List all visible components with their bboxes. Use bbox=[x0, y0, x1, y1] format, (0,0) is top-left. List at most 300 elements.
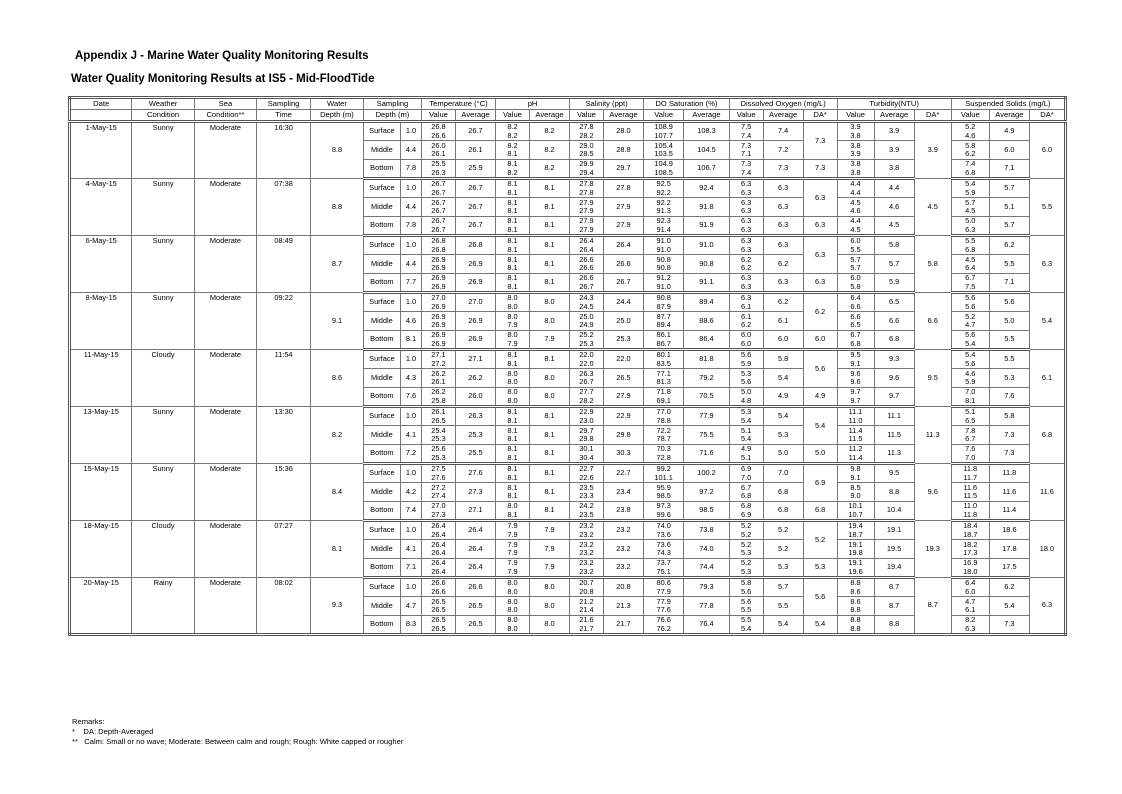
salinity-values bbox=[570, 426, 604, 445]
do-saturation-values-reading: 83.5 bbox=[656, 358, 671, 368]
salinity-values-reading: 25.0 bbox=[579, 311, 594, 321]
dissolved-oxygen-values-reading: 5.6 bbox=[740, 377, 752, 386]
salinity-values bbox=[570, 521, 604, 540]
turbidity-values bbox=[837, 331, 874, 350]
suspended-solids-values-reading: 7.5 bbox=[965, 281, 976, 291]
salinity-values bbox=[570, 445, 604, 464]
do-saturation-average: 77.9 bbox=[684, 407, 729, 426]
salinity-values-reading: 27.8 bbox=[579, 187, 594, 197]
suspended-solids-values bbox=[951, 274, 989, 293]
ph-values-reading: 7.9 bbox=[507, 548, 518, 557]
dissolved-oxygen-values-reading: 5.5 bbox=[740, 605, 752, 614]
turbidity-values-reading: 11.2 bbox=[848, 444, 863, 453]
ph-values-reading: 8.1 bbox=[507, 149, 518, 158]
ph-average: 8.0 bbox=[529, 369, 569, 388]
temperature-values bbox=[422, 559, 456, 578]
weather-cell: Sunny bbox=[132, 407, 194, 464]
table-row bbox=[70, 179, 1066, 198]
date-cell: 4-May-15 bbox=[70, 179, 132, 236]
dissolved-oxygen-values-reading: 4.8 bbox=[740, 395, 752, 405]
suspended-solids-average: 6.2 bbox=[989, 578, 1029, 597]
turbidity-values-reading: 8.8 bbox=[850, 623, 861, 633]
suspended-solids-average: 5.5 bbox=[989, 350, 1029, 369]
header-dissolved-oxygen: Dissolved Oxygen (mg/L) bbox=[729, 98, 837, 110]
salinity-values bbox=[570, 616, 604, 635]
temperature-average: 26.4 bbox=[455, 540, 495, 559]
sea-condition-cell: Moderate bbox=[194, 179, 256, 236]
dissolved-oxygen-average: 5.4 bbox=[763, 616, 803, 635]
dissolved-oxygen-values bbox=[729, 160, 763, 179]
temperature-average: 25.9 bbox=[455, 160, 495, 179]
dissolved-oxygen-da: 5.6 bbox=[803, 350, 837, 388]
turbidity-values bbox=[837, 350, 874, 369]
suspended-solids-average: 6.0 bbox=[989, 141, 1029, 160]
turbidity-values bbox=[837, 369, 874, 388]
salinity-values-reading: 28.2 bbox=[579, 130, 594, 140]
dissolved-oxygen-values-reading: 5.9 bbox=[740, 358, 752, 368]
ph-average: 8.2 bbox=[529, 141, 569, 160]
ph-values-reading: 8.1 bbox=[507, 444, 518, 453]
dissolved-oxygen-average: 5.0 bbox=[763, 445, 803, 464]
suspended-solids-values bbox=[951, 502, 989, 521]
sampling-depth-cell: 4.3 bbox=[400, 369, 421, 388]
ph-values-reading: 8.1 bbox=[507, 254, 518, 264]
ph-values-reading: 8.1 bbox=[507, 206, 518, 215]
dissolved-oxygen-values-reading: 6.3 bbox=[740, 293, 752, 302]
salinity-values-reading: 25.2 bbox=[579, 330, 594, 339]
temperature-values-reading: 27.4 bbox=[431, 491, 446, 500]
dissolved-oxygen-values-reading: 6.9 bbox=[740, 464, 752, 473]
temperature-values bbox=[422, 483, 456, 502]
suspended-solids-values-reading: 5.0 bbox=[965, 216, 976, 225]
sampling-depth-cell: 8.3 bbox=[400, 616, 421, 635]
salinity-average: 26.7 bbox=[603, 274, 643, 293]
dissolved-oxygen-values bbox=[729, 255, 763, 274]
ph-values-reading: 8.0 bbox=[507, 596, 518, 606]
dissolved-oxygen-values bbox=[729, 445, 763, 464]
suspended-solids-values-reading: 6.1 bbox=[965, 605, 976, 614]
do-saturation-average: 71.6 bbox=[684, 445, 729, 464]
turbidity-average: 8.8 bbox=[874, 483, 914, 502]
salinity-values-reading: 26.3 bbox=[579, 368, 594, 378]
temperature-values bbox=[422, 502, 456, 521]
ph-average: 8.1 bbox=[529, 217, 569, 236]
temperature-average: 26.5 bbox=[455, 597, 495, 616]
temperature-values-reading: 27.1 bbox=[431, 350, 446, 359]
ph-values bbox=[496, 407, 530, 426]
salinity-values-reading: 25.3 bbox=[579, 338, 594, 348]
header-value: Value bbox=[422, 110, 456, 122]
turbidity-values bbox=[837, 521, 874, 540]
sampling-depth-cell: 4.2 bbox=[400, 483, 421, 502]
ph-average: 8.1 bbox=[529, 502, 569, 521]
turbidity-values-reading: 11.4 bbox=[848, 425, 863, 435]
sampling-depth-cell: 7.6 bbox=[400, 388, 421, 407]
dissolved-oxygen-average: 6.2 bbox=[763, 293, 803, 312]
header-water-depth-sub: Depth (m) bbox=[311, 110, 364, 122]
turbidity-average: 8.8 bbox=[874, 616, 914, 635]
suspended-solids-average: 7.1 bbox=[989, 160, 1029, 179]
turbidity-average: 5.8 bbox=[874, 236, 914, 255]
suspended-solids-values-reading: 8.1 bbox=[965, 395, 976, 405]
dissolved-oxygen-values bbox=[729, 502, 763, 521]
do-saturation-average: 77.8 bbox=[684, 597, 729, 616]
dissolved-oxygen-values-reading: 7.4 bbox=[740, 130, 752, 140]
salinity-values-reading: 26.6 bbox=[579, 273, 594, 282]
turbidity-values bbox=[837, 407, 874, 426]
dissolved-oxygen-values-reading: 6.3 bbox=[740, 236, 752, 245]
suspended-solids-values-reading: 18.7 bbox=[963, 529, 978, 539]
turbidity-values-reading: 9.6 bbox=[850, 368, 861, 378]
turbidity-da: 4.5 bbox=[914, 179, 951, 236]
turbidity-average: 6.8 bbox=[874, 331, 914, 350]
temperature-values-reading: 26.6 bbox=[431, 586, 446, 596]
temperature-values-reading: 26.9 bbox=[431, 311, 446, 321]
sea-condition-cell: Moderate bbox=[194, 236, 256, 293]
header-value: Value bbox=[729, 110, 763, 122]
salinity-values-reading: 29.0 bbox=[579, 140, 594, 150]
sampling-level-cell: Bottom bbox=[363, 502, 400, 521]
suspended-solids-values-reading: 4.5 bbox=[965, 254, 976, 264]
temperature-average: 27.1 bbox=[455, 350, 495, 369]
do-saturation-values bbox=[644, 179, 684, 198]
dissolved-oxygen-values bbox=[729, 559, 763, 578]
suspended-solids-values-reading: 5.9 bbox=[965, 377, 976, 386]
do-saturation-average: 91.8 bbox=[684, 198, 729, 217]
salinity-average: 26.4 bbox=[603, 236, 643, 255]
ph-values-reading: 7.9 bbox=[507, 566, 518, 576]
turbidity-average: 11.5 bbox=[874, 426, 914, 445]
temperature-average: 26.3 bbox=[455, 407, 495, 426]
temperature-average: 26.9 bbox=[455, 274, 495, 293]
salinity-values-reading: 23.2 bbox=[579, 539, 594, 549]
temperature-values bbox=[422, 407, 456, 426]
temperature-values-reading: 27.2 bbox=[431, 482, 446, 492]
header-sea: Sea bbox=[194, 98, 256, 110]
suspended-solids-values-reading: 5.6 bbox=[965, 293, 976, 302]
dissolved-oxygen-values-reading: 6.8 bbox=[740, 491, 752, 500]
suspended-solids-values-reading: 5.4 bbox=[965, 350, 976, 359]
sampling-level-cell: Surface bbox=[363, 521, 400, 540]
header-value: Value bbox=[951, 110, 989, 122]
turbidity-values-reading: 9.1 bbox=[850, 358, 861, 368]
suspended-solids-values bbox=[951, 540, 989, 559]
dissolved-oxygen-values bbox=[729, 350, 763, 369]
turbidity-values-reading: 3.8 bbox=[850, 130, 861, 140]
salinity-values-reading: 26.4 bbox=[579, 236, 594, 245]
header-average: Average bbox=[455, 110, 495, 122]
sea-condition-cell: Moderate bbox=[194, 407, 256, 464]
do-saturation-average: 70.5 bbox=[684, 388, 729, 407]
salinity-values bbox=[570, 388, 604, 407]
suspended-solids-average: 5.8 bbox=[989, 407, 1029, 426]
sampling-time-cell: 08:02 bbox=[257, 578, 311, 635]
suspended-solids-values bbox=[951, 407, 989, 426]
date-cell: 8-May-15 bbox=[70, 293, 132, 350]
turbidity-values bbox=[837, 198, 874, 217]
dissolved-oxygen-values bbox=[729, 597, 763, 616]
turbidity-average: 9.5 bbox=[874, 464, 914, 483]
suspended-solids-values-reading: 5.5 bbox=[965, 236, 976, 245]
salinity-values-reading: 27.9 bbox=[579, 206, 594, 215]
dissolved-oxygen-values-reading: 5.2 bbox=[740, 558, 752, 567]
salinity-values bbox=[570, 502, 604, 521]
temperature-values-reading: 26.5 bbox=[431, 605, 446, 614]
suspended-solids-values bbox=[951, 141, 989, 160]
suspended-solids-values-reading: 5.4 bbox=[965, 179, 976, 188]
do-saturation-values bbox=[644, 122, 684, 141]
sampling-level-cell: Middle bbox=[363, 312, 400, 331]
turbidity-values-reading: 5.7 bbox=[850, 263, 861, 272]
ph-values-reading: 8.1 bbox=[507, 358, 518, 368]
water-depth-cell: 8.6 bbox=[311, 350, 364, 407]
suspended-solids-values-reading: 7.0 bbox=[965, 387, 976, 396]
salinity-values bbox=[570, 464, 604, 483]
turbidity-values-reading: 3.8 bbox=[850, 159, 861, 168]
ph-values-reading: 8.0 bbox=[507, 615, 518, 624]
turbidity-da: 3.9 bbox=[914, 122, 951, 179]
suspended-solids-values-reading: 5.7 bbox=[965, 197, 976, 207]
dissolved-oxygen-average: 5.2 bbox=[763, 540, 803, 559]
temperature-values-reading: 27.2 bbox=[431, 358, 446, 368]
salinity-average: 23.4 bbox=[603, 483, 643, 502]
do-saturation-values-reading: 99.2 bbox=[656, 464, 671, 473]
header-average: Average bbox=[989, 110, 1029, 122]
suspended-solids-average: 5.6 bbox=[989, 293, 1029, 312]
sampling-depth-cell: 1.0 bbox=[400, 236, 421, 255]
sampling-depth-cell: 4.6 bbox=[400, 312, 421, 331]
suspended-solids-values-reading: 7.0 bbox=[965, 452, 976, 462]
dissolved-oxygen-da: 7.3 bbox=[803, 160, 837, 179]
dissolved-oxygen-da: 6.3 bbox=[803, 217, 837, 236]
temperature-values-reading: 26.9 bbox=[431, 263, 446, 272]
salinity-average: 22.7 bbox=[603, 464, 643, 483]
salinity-values-reading: 21.4 bbox=[579, 605, 594, 614]
temperature-average: 26.2 bbox=[455, 369, 495, 388]
salinity-values-reading: 27.9 bbox=[579, 197, 594, 207]
dissolved-oxygen-values-reading: 5.4 bbox=[740, 623, 752, 633]
table-row bbox=[70, 521, 1066, 540]
dissolved-oxygen-values-reading: 6.2 bbox=[740, 263, 752, 272]
do-saturation-values-reading: 90.8 bbox=[656, 263, 671, 272]
do-saturation-values bbox=[644, 274, 684, 293]
dissolved-oxygen-da: 7.3 bbox=[803, 122, 837, 160]
dissolved-oxygen-values bbox=[729, 217, 763, 236]
do-saturation-values-reading: 75.1 bbox=[656, 566, 671, 576]
ph-values bbox=[496, 388, 530, 407]
temperature-values-reading: 26.2 bbox=[431, 368, 446, 378]
turbidity-values-reading: 11.4 bbox=[848, 452, 863, 462]
ph-average: 7.9 bbox=[529, 559, 569, 578]
header-do-saturation: DO Saturation (%) bbox=[644, 98, 730, 110]
salinity-average: 27.9 bbox=[603, 217, 643, 236]
do-saturation-values-reading: 99.6 bbox=[656, 509, 671, 519]
dissolved-oxygen-values bbox=[729, 464, 763, 483]
sampling-depth-cell: 1.0 bbox=[400, 464, 421, 483]
temperature-average: 26.7 bbox=[455, 122, 495, 141]
suspended-solids-values-reading: 6.7 bbox=[965, 273, 976, 282]
dissolved-oxygen-average: 6.1 bbox=[763, 312, 803, 331]
do-saturation-values-reading: 78.7 bbox=[656, 434, 671, 443]
suspended-solids-values bbox=[951, 483, 989, 502]
ph-values bbox=[496, 236, 530, 255]
do-saturation-values bbox=[644, 388, 684, 407]
turbidity-da: 11.3 bbox=[914, 407, 951, 464]
dissolved-oxygen-values-reading: 5.4 bbox=[740, 415, 752, 425]
turbidity-average: 9.6 bbox=[874, 369, 914, 388]
suspended-solids-values-reading: 6.3 bbox=[965, 623, 976, 633]
turbidity-values bbox=[837, 578, 874, 597]
weather-cell: Cloudy bbox=[132, 350, 194, 407]
turbidity-values bbox=[837, 217, 874, 236]
turbidity-values-reading: 9.7 bbox=[850, 387, 861, 396]
dissolved-oxygen-average: 5.3 bbox=[763, 559, 803, 578]
suspended-solids-average: 7.3 bbox=[989, 445, 1029, 464]
temperature-values bbox=[422, 312, 456, 331]
suspended-solids-values-reading: 11.7 bbox=[963, 472, 978, 482]
turbidity-values bbox=[837, 502, 874, 521]
sampling-level-cell: Surface bbox=[363, 464, 400, 483]
dissolved-oxygen-values-reading: 5.2 bbox=[740, 539, 752, 549]
temperature-values-reading: 26.4 bbox=[431, 521, 446, 530]
salinity-average: 25.0 bbox=[603, 312, 643, 331]
salinity-average: 23.2 bbox=[603, 559, 643, 578]
salinity-average: 26.5 bbox=[603, 369, 643, 388]
sampling-level-cell: Surface bbox=[363, 578, 400, 597]
do-saturation-values-reading: 104.9 bbox=[654, 159, 673, 168]
dissolved-oxygen-values-reading: 5.3 bbox=[740, 548, 752, 557]
suspended-solids-da: 6.8 bbox=[1029, 407, 1065, 464]
temperature-values bbox=[422, 274, 456, 293]
turbidity-values-reading: 11.5 bbox=[848, 434, 863, 443]
suspended-solids-values-reading: 7.8 bbox=[965, 425, 976, 435]
turbidity-values-reading: 8.5 bbox=[850, 482, 861, 492]
do-saturation-values-reading: 77.9 bbox=[656, 596, 671, 606]
dissolved-oxygen-values-reading: 6.3 bbox=[740, 273, 752, 282]
water-depth-cell: 8.8 bbox=[311, 122, 364, 179]
turbidity-values bbox=[837, 464, 874, 483]
suspended-solids-average: 7.3 bbox=[989, 426, 1029, 445]
suspended-solids-average: 5.4 bbox=[989, 597, 1029, 616]
do-saturation-values-reading: 91.3 bbox=[656, 206, 671, 215]
salinity-values-reading: 27.8 bbox=[579, 122, 594, 131]
do-saturation-values-reading: 105.4 bbox=[654, 140, 673, 150]
salinity-values-reading: 23.2 bbox=[579, 558, 594, 567]
ph-values-reading: 8.1 bbox=[507, 491, 518, 500]
salinity-values bbox=[570, 597, 604, 616]
ph-values bbox=[496, 521, 530, 540]
ph-values-reading: 8.1 bbox=[507, 350, 518, 359]
temperature-values-reading: 26.9 bbox=[431, 330, 446, 339]
salinity-values-reading: 26.7 bbox=[579, 281, 594, 291]
temperature-values-reading: 26.8 bbox=[431, 122, 446, 131]
do-saturation-values-reading: 91.0 bbox=[656, 236, 671, 245]
sampling-level-cell: Surface bbox=[363, 293, 400, 312]
temperature-values bbox=[422, 350, 456, 369]
turbidity-values bbox=[837, 179, 874, 198]
temperature-values bbox=[422, 122, 456, 141]
sampling-depth-cell: 1.0 bbox=[400, 578, 421, 597]
dissolved-oxygen-da: 6.2 bbox=[803, 293, 837, 331]
suspended-solids-values bbox=[951, 445, 989, 464]
salinity-values-reading: 24.2 bbox=[579, 501, 594, 510]
ph-values-reading: 8.0 bbox=[507, 301, 518, 311]
suspended-solids-values bbox=[951, 369, 989, 388]
header-date: Date bbox=[70, 98, 132, 110]
suspended-solids-values-reading: 6.8 bbox=[965, 244, 976, 254]
ph-values-reading: 8.1 bbox=[507, 159, 518, 168]
ph-values-reading: 8.1 bbox=[507, 216, 518, 225]
turbidity-average: 5.9 bbox=[874, 274, 914, 293]
table-row bbox=[70, 578, 1066, 597]
dissolved-oxygen-values-reading: 7.3 bbox=[740, 140, 752, 150]
sampling-depth-cell: 7.8 bbox=[400, 217, 421, 236]
turbidity-values-reading: 19.1 bbox=[848, 539, 863, 549]
salinity-values-reading: 28.5 bbox=[579, 149, 594, 158]
do-saturation-values bbox=[644, 407, 684, 426]
sampling-depth-cell: 1.0 bbox=[400, 407, 421, 426]
suspended-solids-values-reading: 11.0 bbox=[963, 501, 978, 510]
ph-values-reading: 7.9 bbox=[507, 539, 518, 549]
ph-values-reading: 8.0 bbox=[507, 368, 518, 378]
ph-average: 8.1 bbox=[529, 483, 569, 502]
turbidity-values-reading: 4.4 bbox=[850, 187, 861, 197]
temperature-average: 26.0 bbox=[455, 388, 495, 407]
temperature-values-reading: 26.1 bbox=[431, 149, 446, 158]
ph-values bbox=[496, 445, 530, 464]
salinity-values bbox=[570, 141, 604, 160]
turbidity-average: 19.5 bbox=[874, 540, 914, 559]
suspended-solids-average: 5.1 bbox=[989, 198, 1029, 217]
ph-values-reading: 8.2 bbox=[507, 130, 518, 140]
suspended-solids-values-reading: 4.5 bbox=[965, 206, 976, 215]
salinity-average: 22.0 bbox=[603, 350, 643, 369]
temperature-values bbox=[422, 255, 456, 274]
ph-values-reading: 8.2 bbox=[507, 122, 518, 131]
dissolved-oxygen-values bbox=[729, 521, 763, 540]
do-saturation-values-reading: 74.3 bbox=[656, 548, 671, 557]
suspended-solids-values-reading: 4.6 bbox=[965, 368, 976, 378]
temperature-average: 26.6 bbox=[455, 578, 495, 597]
ph-values-reading: 8.1 bbox=[507, 281, 518, 291]
turbidity-values-reading: 6.8 bbox=[850, 338, 861, 348]
ph-values-reading: 7.9 bbox=[507, 558, 518, 567]
dissolved-oxygen-average: 5.4 bbox=[763, 369, 803, 388]
dissolved-oxygen-values bbox=[729, 179, 763, 198]
turbidity-average: 3.8 bbox=[874, 160, 914, 179]
do-saturation-values-reading: 87.9 bbox=[656, 301, 671, 311]
temperature-values-reading: 26.6 bbox=[431, 130, 446, 140]
dissolved-oxygen-da: 6.3 bbox=[803, 274, 837, 293]
dissolved-oxygen-da: 6.3 bbox=[803, 179, 837, 217]
temperature-values bbox=[422, 597, 456, 616]
header-average: Average bbox=[763, 110, 803, 122]
do-saturation-average: 98.5 bbox=[684, 502, 729, 521]
sampling-level-cell: Bottom bbox=[363, 160, 400, 179]
suspended-solids-da: 6.3 bbox=[1029, 236, 1065, 293]
turbidity-values bbox=[837, 312, 874, 331]
do-saturation-average: 108.3 bbox=[684, 122, 729, 141]
ph-values-reading: 8.0 bbox=[507, 311, 518, 321]
temperature-average: 26.7 bbox=[455, 179, 495, 198]
ph-average: 7.9 bbox=[529, 521, 569, 540]
ph-average: 8.0 bbox=[529, 293, 569, 312]
temperature-values bbox=[422, 179, 456, 198]
turbidity-da: 19.3 bbox=[914, 521, 951, 578]
salinity-values bbox=[570, 255, 604, 274]
header-value: Value bbox=[837, 110, 874, 122]
temperature-values-reading: 26.6 bbox=[431, 578, 446, 587]
